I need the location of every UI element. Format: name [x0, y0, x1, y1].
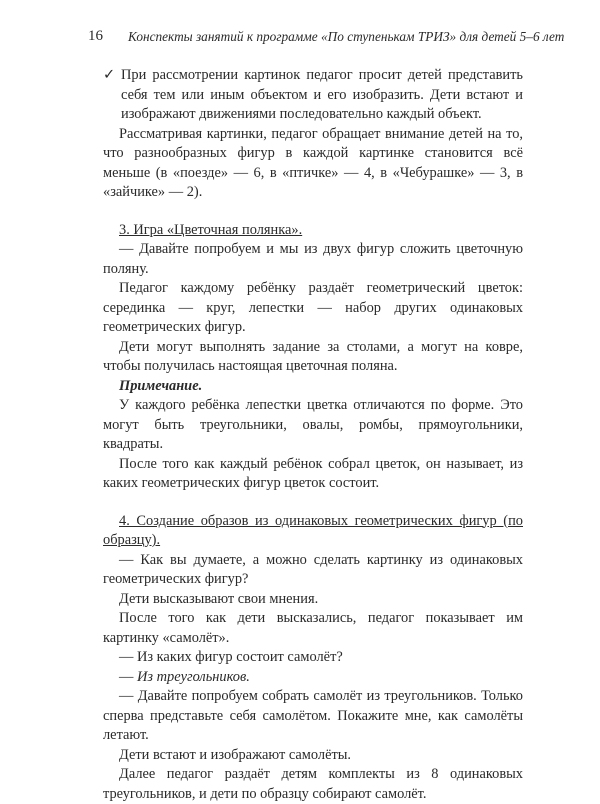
page-header: [88, 28, 565, 50]
checkmark-icon: ✓: [103, 67, 116, 83]
paragraph: — Давайте попробуем и мы из двух фигур сложить цветочную поляну.: [103, 241, 523, 277]
paragraph: — Из каких фигур состоит самолёт?: [119, 649, 343, 665]
running-title: Конспекты занятий к программе «По ступенькам ТРИЗ» для детей 5–6 лет: [128, 29, 565, 44]
paragraph: Далее педагог раздаёт детям комплекты из 8 одинаковых треугольников, и дети по образцу собирают самолёт.: [103, 766, 523, 802]
note-label-text: Примечание.: [119, 377, 203, 394]
paragraph: Дети высказывают свои мнения.: [119, 590, 319, 607]
paragraph: — Давайте попробуем собрать самолёт из треугольников. Только сперва представьте себя самолётом. Покажите мне, как самолёты летают.: [103, 688, 523, 743]
checklist-item-text: При рассмотрении картинок педагог просит детей представить себя тем или иным объектом и его изобразить. Дети встают и изображают движениями последовательно каждый объект.: [121, 67, 523, 122]
page-body: [103, 66, 523, 804]
page-number: 16: [88, 28, 103, 44]
paragraph: Педагог каждому ребёнку раздаёт геометрический цветок: серединка — круг, лепестки — набор других одинаковых геометрических фигур.: [103, 280, 523, 335]
paragraph: Рассматривая картинки, педагог обращает внимание детей на то, что разнообразных фигур в каждой картинке становится всё меньше (в «поезде» — 6, в «птичке» — 4, в «Чебурашке» — 3, в «зайчике» — 2).: [103, 125, 523, 200]
paragraph: — Как вы думаете, а можно сделать картинку из одинаковых геометрических фигур?: [103, 551, 523, 587]
section-3-heading-text: 3. Игра «Цветочная полянка».: [119, 221, 303, 238]
paragraph: У каждого ребёнка лепестки цветка отличаются по форме. Это могут быть треугольники, овалы, ромбы, прямоугольники, квадраты.: [103, 397, 523, 452]
note-label: [103, 377, 523, 397]
checklist-item: [103, 66, 523, 125]
answer-line: [103, 668, 523, 688]
paragraph: После того как дети высказались, педагог показывает им картинку «самолёт».: [103, 610, 523, 646]
paragraph: Дети встают и изображают самолёты.: [119, 746, 352, 763]
dash: —: [119, 668, 137, 685]
answer-text: Из треугольников.: [137, 668, 250, 685]
section-4-heading-text: 4. Создание образов из одинаковых геометрических фигур (по образцу).: [103, 512, 523, 548]
section-3-heading: [103, 221, 523, 241]
paragraph: Дети могут выполнять задание за столами, а могут на ковре, чтобы получилась настоящая цветочная поляна.: [103, 338, 523, 374]
paragraph: После того как каждый ребёнок собрал цветок, он называет, из каких геометрических фигур цветок состоит.: [103, 455, 523, 491]
section-4-heading: [103, 512, 523, 551]
